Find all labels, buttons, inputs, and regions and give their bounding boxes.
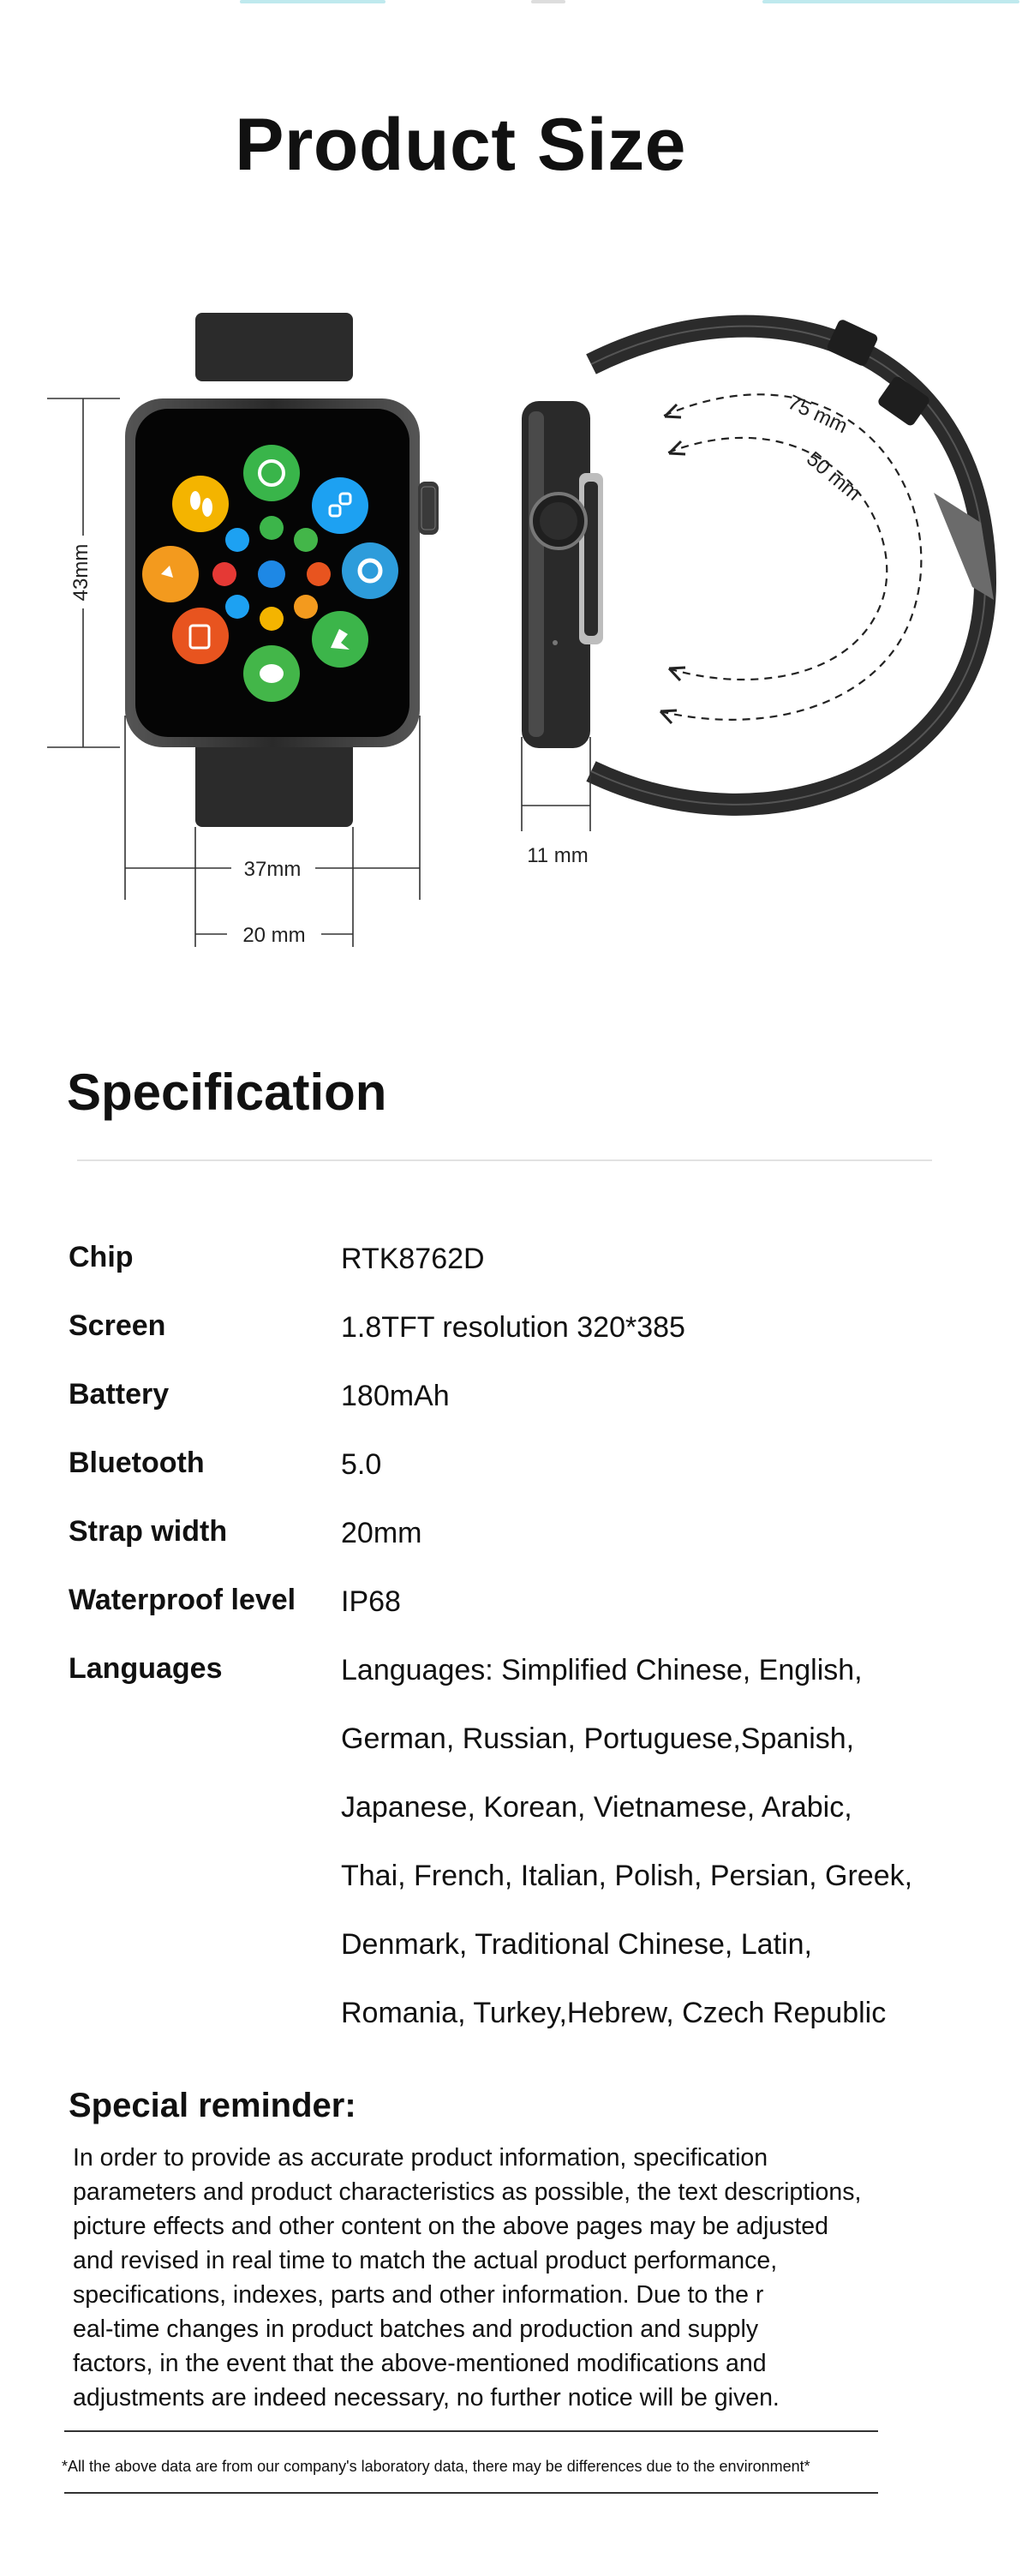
languages-line: Denmark, Traditional Chinese, Latin, (341, 1928, 812, 1961)
small-chat-icon (294, 528, 318, 552)
strap-keeper-2 (876, 374, 931, 427)
spec-value: RTK8762D (341, 1243, 485, 1275)
spec-value: IP68 (341, 1585, 401, 1618)
specification-divider (77, 1159, 932, 1161)
thickness-dimension-label: 11 mm (527, 844, 589, 867)
spec-key: Strap width (69, 1515, 228, 1548)
strap-dimension-label: 20 mm (242, 924, 306, 947)
spec-value: 1.8TFT resolution 320*385 (341, 1311, 685, 1344)
small-steps-icon (260, 607, 284, 631)
contacts-icon (172, 608, 229, 664)
languages-line: Thai, French, Italian, Polish, Persian, Greek, (341, 1860, 913, 1892)
spec-row-chip (0, 1241, 1028, 1292)
footnote-top-rule (64, 2430, 878, 2432)
reminder-line: parameters and product characteristics as possible, the text descriptions, (73, 2178, 862, 2206)
spec-value: 180mAh (341, 1380, 450, 1412)
height-dimension-label: 43mm (69, 543, 93, 602)
languages-line: Romania, Turkey,Hebrew, Czech Republic (341, 1997, 887, 2029)
footnote-text: *All the above data are from our company's laboratory data, there may be differences due to the environment* (62, 2458, 810, 2475)
strap-top (195, 313, 353, 381)
reminder-line: adjustments are indeed necessary, no further notice will be given. (73, 2384, 780, 2411)
spec-value: 20mm (341, 1517, 422, 1549)
small-phone-icon (260, 516, 284, 540)
sport-icon (225, 595, 249, 619)
reminder-line: eal-time changes in product batches and production and supply (73, 2315, 759, 2343)
spec-row-strap-width (0, 1515, 1028, 1567)
spec-key: Battery (69, 1378, 170, 1411)
languages-line: Japanese, Korean, Vietnamese, Arabic, (341, 1791, 852, 1824)
home-icon (258, 560, 285, 588)
strap-bottom (195, 737, 353, 827)
reminder-line: picture effects and other content on the above pages may be adjusted (73, 2213, 828, 2240)
specification-title: Specification (67, 1063, 387, 1121)
small-app-icon (225, 528, 249, 552)
reminder-line: specifications, indexes, parts and other information. Due to the r (73, 2281, 764, 2309)
spec-key: Chip (69, 1241, 134, 1273)
steps-icon (172, 476, 229, 532)
settings-icon (342, 542, 398, 599)
wrist-arc-small (668, 438, 887, 680)
small-contact-icon (307, 562, 331, 586)
languages-line: Languages: Simplified Chinese, English, (341, 1654, 863, 1686)
heart-rate-icon (243, 445, 300, 501)
small-heart-icon (212, 562, 236, 586)
spec-key: Languages (69, 1652, 223, 1685)
watch-front-view (47, 313, 439, 947)
page-title: Product Size (235, 104, 686, 186)
spec-row-screen (0, 1309, 1028, 1361)
spec-row-battery (0, 1378, 1028, 1429)
reminder-line: factors, in the event that the above-mentioned modifications and (73, 2350, 767, 2377)
spec-value: 5.0 (341, 1448, 382, 1481)
spec-key: Waterproof level (69, 1584, 296, 1616)
watch-side-view (522, 318, 994, 867)
reminder-line: and revised in real time to match the actual product performance, (73, 2247, 778, 2274)
footnote-bottom-rule (64, 2492, 878, 2494)
spec-row-bluetooth (0, 1447, 1028, 1498)
wrist-small-label: 50 mm (802, 446, 865, 506)
wrist-large-label: 75 mm (784, 390, 852, 439)
top-decoration-strip (0, 0, 1028, 9)
special-reminder-title: Special reminder: (69, 2087, 356, 2124)
small-call-icon (294, 595, 318, 619)
reminder-line: In order to provide as accurate product information, specification (73, 2144, 768, 2172)
spec-key: Bluetooth (69, 1447, 205, 1479)
spec-key: Screen (69, 1309, 166, 1342)
product-size-figure (0, 291, 1028, 977)
spec-row-waterproof (0, 1584, 1028, 1635)
languages-line: German, Russian, Portuguese,Spanish, (341, 1722, 855, 1755)
width-dimension-label: 37mm (243, 858, 302, 881)
